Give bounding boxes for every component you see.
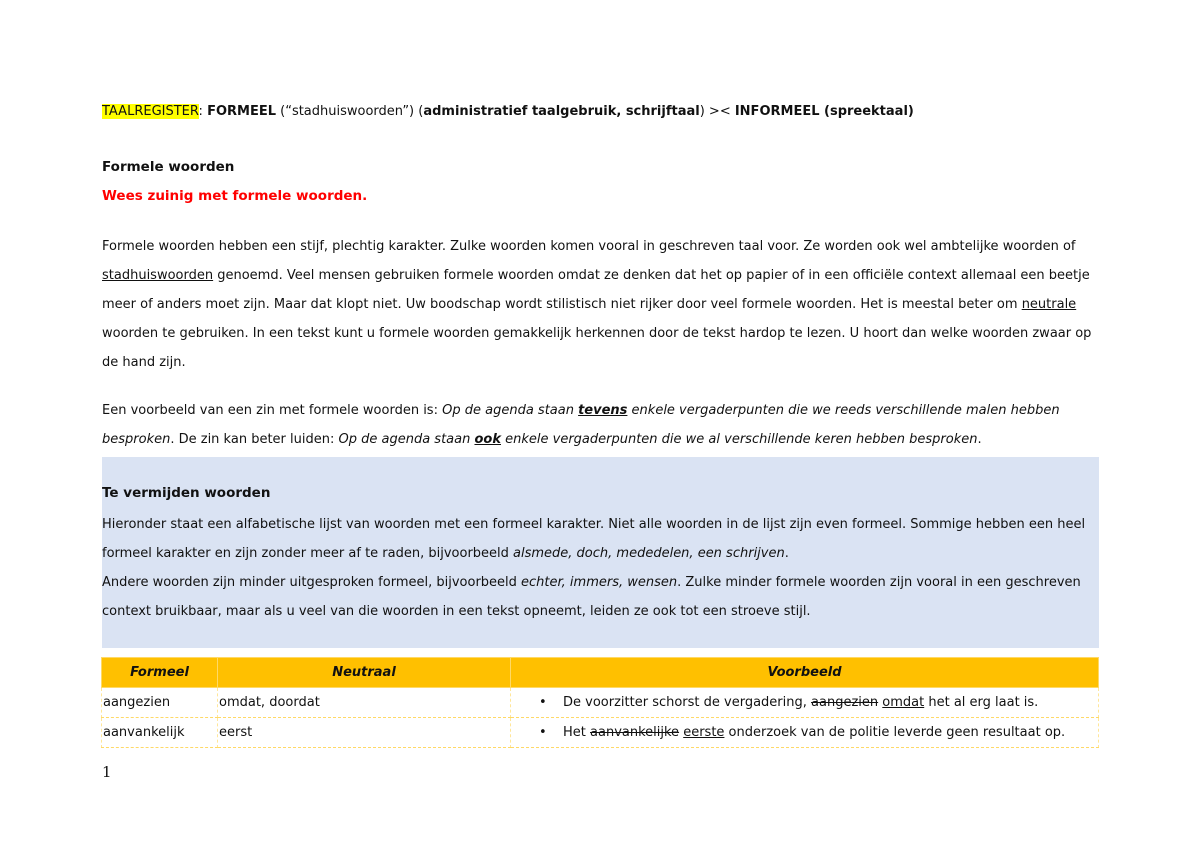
informeel-label: INFORMEEL (spreektaal) (734, 104, 914, 119)
section-heading: Formele woorden (102, 159, 235, 175)
table-header-row (102, 658, 1099, 688)
box-text: Hieronder staat een alfabetische lijst van woorden met een formeel karakter. Niet alle woorden in de lijst zijn even formeel. Sommige hebben een heel formeel karakter en zijn zonder meer af te raden, bijvoorbeeld alsmede, doch, mededelen, een schrijven. Andere woorden zijn minder uitgesproken formeel, bijvoorbeeld echter, immers, wensen. Zulke minder formele woorden zijn vooral in een geschreven context bruikbaar, maar als u veel van die woorden in een tekst opneemt, leiden ze ook tot een stroeve stijl. (102, 517, 1086, 619)
table-row (102, 688, 1099, 718)
example-paragraph: Een voorbeeld van een zin met formele woorden is: Op de agenda staan tevens enkele vergaderpunten die we reeds verschillende malen hebben besproken. De zin kan beter luiden: Op de agenda staan ook enkele vergaderpunten die we al verschillende keren hebben besproken. (102, 403, 1060, 447)
cell-neutraal: omdat, doordat (218, 688, 511, 718)
info-box (102, 457, 1099, 648)
bullet-icon: • (539, 695, 547, 710)
warning-heading: Wees zuinig met formele woorden. (102, 188, 368, 204)
cell-voorbeeld: • Het aanvankelijke eerste onderzoek van de politie leverde geen resultaat op. (511, 718, 1099, 748)
cell-neutraal: eerst (218, 718, 511, 748)
cell-formeel: aangezien (102, 688, 218, 718)
header-voorbeeld: Voorbeeld (511, 658, 1099, 688)
cell-voorbeeld: • De voorzitter schorst de vergadering, aangezien omdat het al erg laat is. (511, 688, 1099, 718)
bullet-icon: • (539, 725, 547, 740)
taalregister-highlight: TAALREGISTER (102, 104, 199, 119)
intro-paragraph: Formele woorden hebben een stijf, plechtig karakter. Zulke woorden komen vooral in geschreven taal voor. Ze worden ook wel ambtelijke woorden of stadhuiswoorden genoemd. Veel mensen gebruiken formele woorden omdat ze denken dat het op papier of in een officiële context allemaal een beetje meer of anders moet zijn. Maar dat klopt niet. Uw boodschap wordt stilistisch niet rijker door veel formele woorden. Het is meestal beter om neutrale woorden te gebruiken. In een tekst kunt u formele woorden gemakkelijk herkennen door de tekst hardop te lezen. U hoort dan welke woorden zwaar op de hand zijn. (102, 239, 1092, 370)
header-formeel: Formeel (102, 658, 218, 688)
header-neutraal: Neutraal (218, 658, 511, 688)
register-title: TAALREGISTER: FORMEEL (“stadhuiswoorden”) (administratief taalgebruik, schrijftaal) >< INFORMEEL (spreektaal) (102, 104, 914, 119)
table-row (102, 718, 1099, 748)
cell-formeel: aanvankelijk (102, 718, 218, 748)
word-table (101, 657, 1099, 748)
page-number: 1 (102, 763, 112, 781)
formeel-label: FORMEEL (207, 104, 276, 119)
box-heading: Te vermijden woorden (102, 485, 271, 501)
admin-label: administratief taalgebruik, schrijftaal (423, 104, 700, 119)
